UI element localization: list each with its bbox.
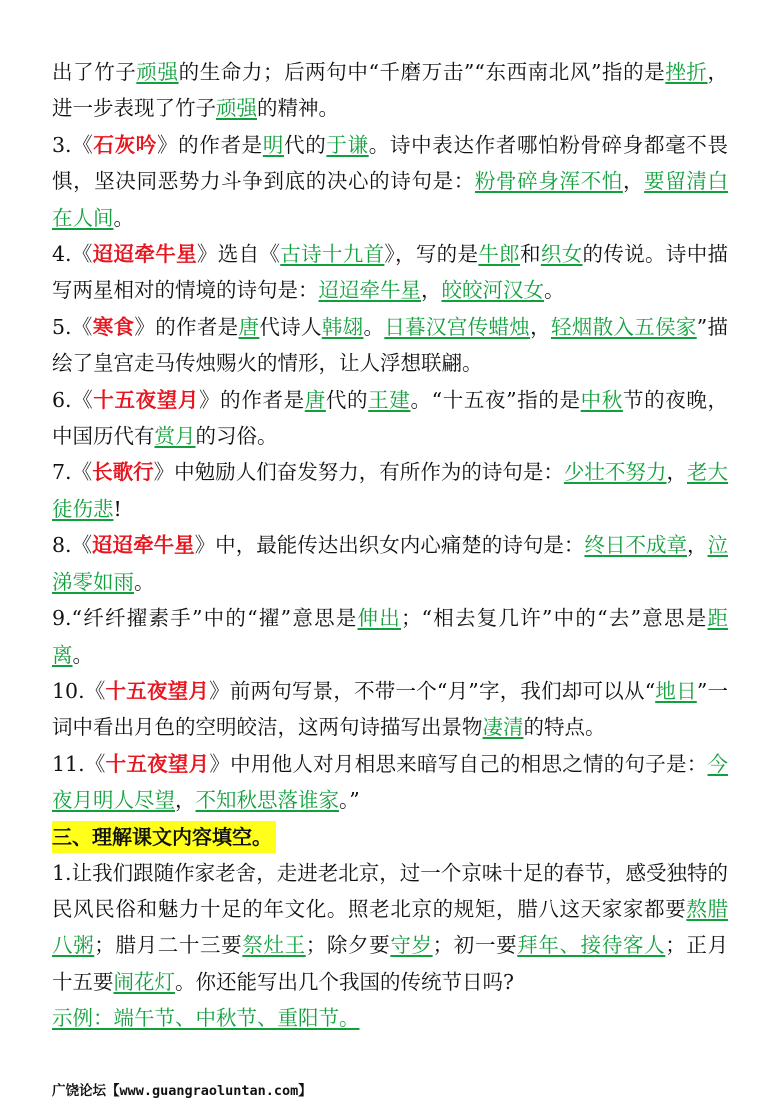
answer-blank: 于谦 [326,132,369,157]
answer-blank: 唐 [304,387,326,412]
answer-blank: 日暮汉宫传蜡烛 [384,314,531,339]
poem-title: 寒食 [92,314,135,339]
text: 》前两句写景，不带一个“月”字，我们却可以从“ [209,678,656,703]
question-8 [52,527,728,600]
footer-watermark: 广饶论坛【www.guangraoluntan.com】 [52,1083,312,1099]
answer-blank: 皎皎河汉女 [441,278,544,303]
text: 代诗人 [259,314,322,339]
text: ”描绘了皇宫走马传烛赐火的情形，让人浮想联翩。 [52,314,729,376]
answer-blank: 泣涕零如雨 [52,533,729,594]
answer-blank: 韩翃 [321,314,364,339]
answer-blank: 凄清 [482,715,524,740]
answer-blank: 少壮不努力 [563,460,667,485]
text: ”一词中看出月色的空明皎洁，这两句诗描写出景物 [52,678,729,740]
question-3 [52,127,728,236]
poem-title: 迢迢牵牛星 [92,533,195,558]
text: 》的作者是 [199,387,305,412]
text: ， [666,460,688,485]
text: ；正月十五要 [52,933,729,994]
text: 11.《 [52,751,106,776]
question-11 [52,746,728,819]
text: ， [530,314,551,339]
text: 4.《 [52,242,93,267]
answer-blank: 不知秋思落谁家 [195,788,339,813]
text: 。 [134,569,155,594]
text: ， [687,533,708,558]
text: 》，写的是 [384,242,479,267]
answer-blank: 迢迢牵牛星 [318,278,421,303]
answer-blank: 今夜月明人尽望 [52,751,729,813]
section-3-question-1 [52,855,728,1001]
answer-blank: 古诗十九首 [280,242,385,267]
text: 的精神。 [257,96,339,121]
question-9 [52,600,728,673]
answer-blank: 老大徒伤悲 [52,460,729,521]
section-heading-wrapper [52,819,728,855]
answer-blank: 顽强 [136,60,179,84]
answer-blank: 轻烟散入五侯家 [550,314,697,339]
text: 》选自《 [196,242,281,267]
text: 代的 [325,387,369,412]
text: 。“十五夜”指的是 [410,387,581,412]
text: 。 [363,314,385,339]
answer-blank: 终日不成章 [584,533,688,558]
question-6 [52,382,728,455]
text: ，进一步表现了竹子 [52,60,729,121]
text: ， [421,278,442,303]
text: ；“相去复几许”中的“去”意思是 [401,606,708,631]
text: 5.《 [52,314,93,339]
text: ! [113,496,122,521]
text: 9.“纤纤擢素手”中的“擢”意思是 [52,606,358,631]
text: 。 [113,205,134,230]
text: 。诗中表达作者哪怕粉骨碎身都毫不畏惧，坚决同恶势力斗争到底的决心的诗句是： [52,132,729,194]
text: 。 [544,278,565,303]
answer-blank: 织女 [540,242,583,267]
answer-blank: 明 [262,132,285,157]
text: ；腊月二十三要 [94,933,243,958]
poem-title: 十五夜望月 [93,387,200,412]
answer-blank: 粉骨碎身浑不怕 [474,169,623,194]
text: 》中用他人对月相思来暗写自己的相思之情的句子是： [209,751,708,776]
answer-blank: 拜年、接待客人 [517,933,666,958]
text: 。” [339,788,360,813]
poem-title: 石灰吟 [93,132,157,157]
answer-blank: 闹花灯 [113,969,175,994]
text: 6.《 [52,387,94,412]
answer-blank: 伸出 [357,606,402,631]
text: ， [622,169,645,194]
example-answer: 示例：端午节、中秋节、重阳节。 [52,1006,360,1031]
question-5 [52,309,728,382]
text: 的习俗。 [195,424,278,449]
poem-title: 迢迢牵牛星 [92,242,197,267]
answer-blank: 唐 [238,314,260,339]
text: 。你还能写出几个我国的传统节日吗? [175,969,514,994]
answer-blank: 距离 [52,606,729,667]
answer-blank: 祭灶王 [242,933,306,958]
poem-title: 十五夜望月 [105,678,210,703]
text: 的特点。 [523,715,606,740]
answer-blank: 王建 [368,387,411,412]
answer-blank: 中秋 [580,387,623,412]
text: 。 [72,642,93,667]
text: ， [175,788,196,813]
text: 的传说。诗中描写两星相对的情境的诗句是： [52,242,729,303]
text: 和 [520,242,541,267]
question-10 [52,673,728,746]
poem-title: 长歌行 [92,460,154,485]
paragraph-2-continued [52,54,728,127]
answer-blank: 挫折 [665,60,708,84]
answer-blank: 要留清白在人间 [52,169,729,230]
answer-blank: 赏月 [154,424,196,449]
section-3-heading: 三、理解课文内容填空。 [52,821,276,853]
text: 3.《 [52,132,94,157]
text: 》中勉励人们奋发努力，有所作为的诗句是： [153,460,564,485]
text: ；除夕要 [305,933,391,958]
poem-title: 十五夜望月 [105,751,210,776]
text: 节的夜晚，中国历代有 [52,387,729,449]
section-3-example [52,1000,728,1036]
text: 10.《 [52,678,106,703]
text: 》的作者是 [134,314,239,339]
text: 7.《 [52,460,93,485]
answer-blank: 牛郎 [478,242,521,267]
text: 出了竹子 [52,60,137,84]
answer-blank: 守岁 [390,933,433,958]
text: 代的 [284,132,327,157]
text: 》中，最能传达出织女内心痛楚的诗句是： [194,533,585,558]
question-7 [52,454,728,527]
document-body [52,54,728,1037]
question-4 [52,236,728,309]
text: 的生命力；后两句中“千磨万击”“东西南北风”指的是 [178,60,666,84]
text: ；初一要 [432,933,518,958]
answer-blank: 顽强 [216,96,257,121]
answer-blank: 地日 [655,678,697,703]
text: 8.《 [52,533,93,558]
answer-blank: 熬腊八粥 [52,896,729,958]
text: 》的作者是 [156,132,263,157]
text: 1.让我们跟随作家老舍，走进老北京，过一个京味十足的春节，感受独特的民风民俗和魅力十足的年文化。照老北京的规矩，腊八这天家家都要 [52,860,728,921]
